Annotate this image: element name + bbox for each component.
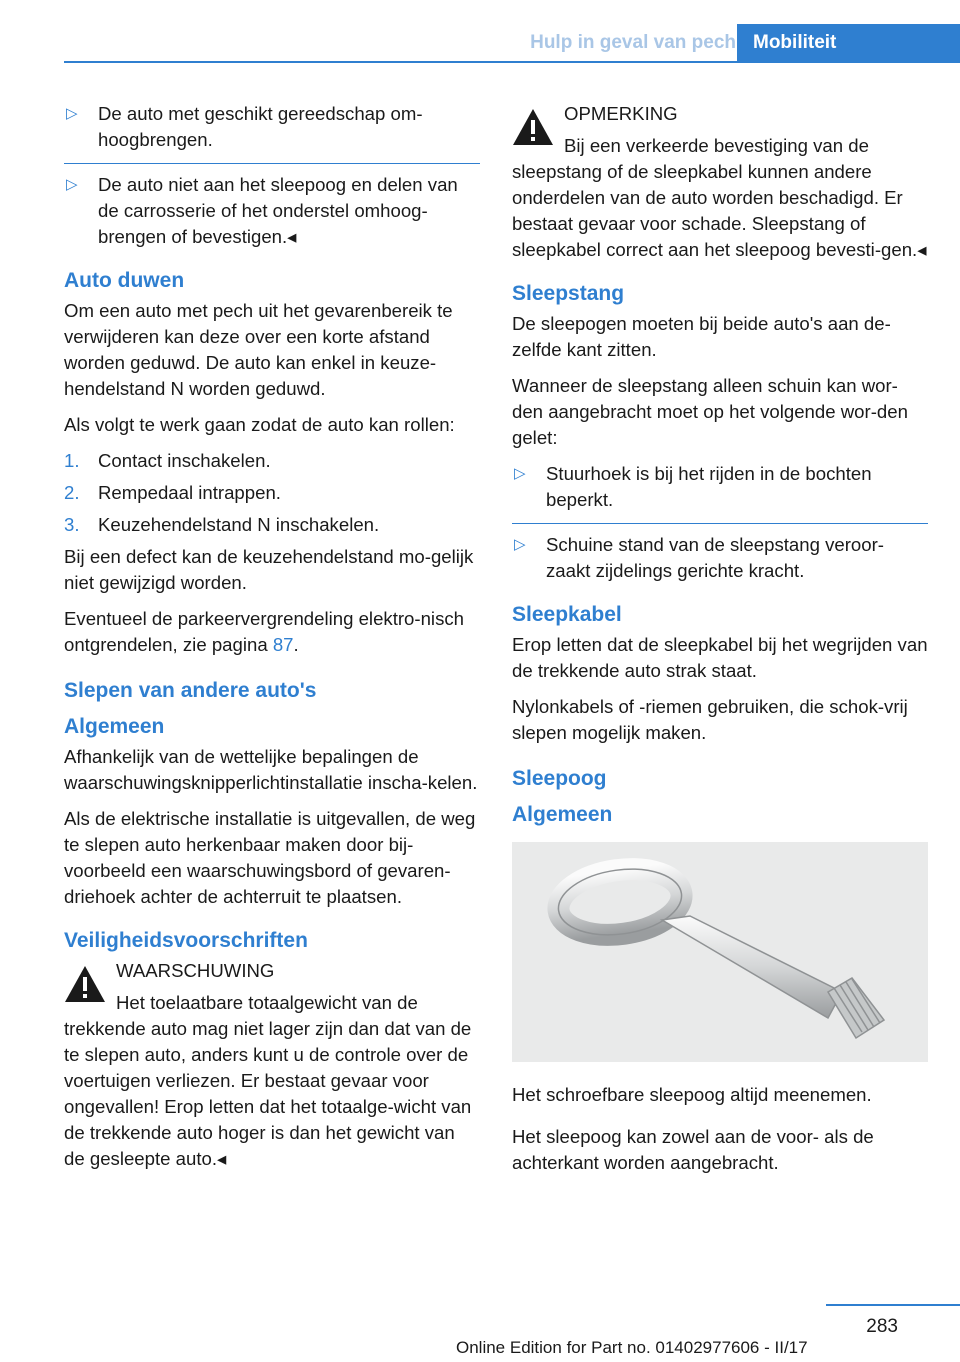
list-item — [512, 461, 928, 513]
paragraph: Afhankelijk van de wettelijke bepalingen de waarschuwingsknipperlichtinstallatie inscha-kelen. — [64, 746, 478, 793]
paragraph: Bij een defect kan de keuzehendelstand mo-gelijk niet gewijzigd worden. — [64, 546, 474, 593]
left-column — [64, 101, 480, 1182]
warning-box — [64, 958, 480, 1172]
towing-eye-image — [512, 842, 928, 1062]
header-rule — [64, 61, 960, 63]
step-number: 1. — [64, 450, 80, 471]
paragraph: Erop letten dat de sleepkabel bij het wegrijden van de trekkende auto strak staat. — [512, 634, 928, 681]
note-title: OPMERKING — [564, 103, 678, 124]
step-text: Keuzehendelstand N inschakelen. — [98, 514, 380, 535]
paragraph: De sleepogen moeten bij beide auto's aan de-zelfde kant zitten. — [512, 313, 891, 360]
paragraph: Eventueel de parkeervergrendeling elektro-nisch ontgrendelen, zie pagina 87. — [64, 608, 465, 655]
paragraph: Om een auto met pech uit het gevarenbereik te verwijderen kan deze over een korte afstand worden geduwd. De auto kan enkel in keuze-hendelstand N worden geduwd. — [64, 300, 453, 399]
step-number: 2. — [64, 482, 80, 503]
triangle-bullet-icon: ▷ — [514, 465, 526, 482]
list-item — [64, 101, 480, 153]
heading-sleepoog: Sleepoog — [512, 767, 607, 790]
heading-algemeen: Algemeen — [512, 803, 613, 826]
paragraph: Nylonkabels of -riemen gebruiken, die schok-vrij slepen mogelijk maken. — [512, 696, 908, 743]
step-item — [64, 480, 480, 506]
divider — [64, 163, 480, 164]
divider — [512, 523, 928, 524]
step-number: 3. — [64, 514, 80, 535]
heading-sleepstang: Sleepstang — [512, 282, 625, 305]
towing-eye-illustration — [512, 842, 928, 1062]
note-box — [512, 101, 928, 263]
heading-auto-duwen: Auto duwen — [64, 269, 185, 292]
right-column — [512, 101, 928, 1186]
note-text: Bij een verkeerde bevestiging van de sleepstang of de sleepkabel kunnen andere onderdelen van de auto worden beschadigd. Er bestaat gevaar voor schade. Sleepstang of sleepkabel correct aan het sleepoog bevesti-gen.◂ — [512, 135, 927, 260]
list-item-text: Schuine stand van de sleepstang veroor-zaakt zijdelings gerichte kracht. — [546, 534, 885, 581]
header-chapter-tab: Mobiliteit — [737, 24, 960, 63]
paragraph: Als volgt te werk gaan zodat de auto kan rollen: — [64, 414, 455, 435]
page-number: 283 — [866, 1316, 898, 1337]
warning-text: Het toelaatbare totaalgewicht van de trekkende auto mag niet lager zijn dan dat van de te slepen auto, anders kunt u de controle over de voertuigen verliezen. Er bestaat gevaar voor ongevallen! Erop letten dat het totaalge-wicht van de trekkende auto hoger is dan het gewicht van de gesleepte auto.◂ — [64, 992, 472, 1169]
list-item-text: De auto met geschikt gereedschap om-hoogbrengen. — [98, 103, 423, 150]
heading-slepen: Slepen van andere auto's — [64, 679, 317, 702]
footer-edition: Online Edition for Part no. 01402977606 - II/17 — [456, 1338, 808, 1357]
list-item — [64, 172, 480, 250]
step-item — [64, 512, 480, 538]
page-link-87[interactable]: 87 — [272, 634, 294, 655]
heading-veiligheidsvoorschriften: Veiligheidsvoorschriften — [64, 929, 308, 952]
step-text: Rempedaal intrappen. — [98, 482, 281, 503]
triangle-bullet-icon: ▷ — [514, 536, 526, 553]
footer-rule — [826, 1304, 960, 1306]
heading-algemeen: Algemeen — [64, 715, 165, 738]
step-text: Contact inschakelen. — [98, 450, 271, 471]
paragraph: Het schroefbare sleepoog altijd meenemen. — [512, 1084, 872, 1105]
warning-triangle-icon — [512, 107, 554, 147]
warning-triangle-icon — [64, 964, 106, 1004]
triangle-bullet-icon: ▷ — [66, 105, 78, 122]
warning-title: WAARSCHUWING — [116, 960, 275, 981]
paragraph: Als de elektrische installatie is uitgevallen, de weg te slepen auto herkenbaar maken door bij-voorbeeld een waarschuwingsbord of gevaren-driehoek achter de achterruit te plaatsen. — [64, 808, 476, 907]
header-section-title: Hulp in geval van pech — [530, 32, 736, 53]
triangle-bullet-icon: ▷ — [66, 176, 78, 193]
list-item-text: De auto niet aan het sleepoog en delen van de carrosserie of het onderstel omhoog-brengen of bevestigen.◂ — [98, 174, 458, 247]
heading-sleepkabel: Sleepkabel — [512, 603, 622, 626]
paragraph: Wanneer de sleepstang alleen schuin kan wor-den aangebracht moet op het volgende wor-den gelet: — [512, 375, 908, 448]
list-item — [512, 532, 928, 584]
step-item — [64, 448, 480, 474]
list-item-text: Stuurhoek is bij het rijden in de bochten beperkt. — [546, 463, 872, 510]
paragraph: Het sleepoog kan zowel aan de voor- als de achterkant worden aangebracht. — [512, 1126, 874, 1173]
